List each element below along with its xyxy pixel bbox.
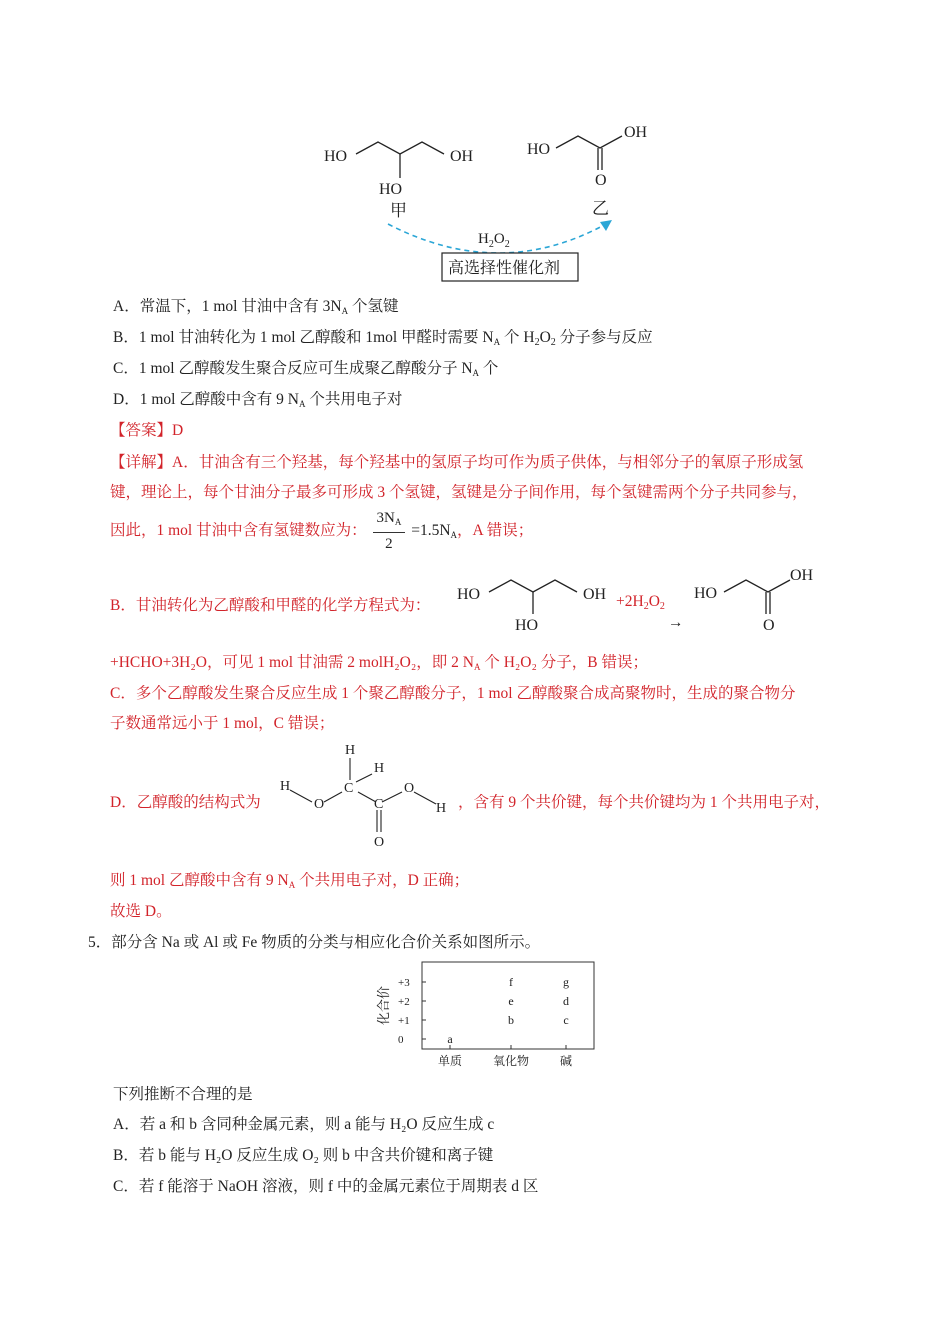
x-category-label: 单质 [437, 1054, 463, 1068]
glycolic-acid-structure-eq [692, 562, 832, 637]
fraction: $\frac{3N_A}{2}$ [373, 508, 406, 555]
glycolic-oh: OH [624, 124, 648, 141]
y-tick-label: +2 [398, 996, 410, 1008]
point-g: g [563, 975, 569, 989]
svg-text:O: O [763, 617, 775, 634]
explain-d-post: ，含有 9 个共价键，每个共价键均为 1 个共用电子对， [458, 794, 831, 811]
glycerol-oh-right: OH [450, 148, 474, 165]
svg-text:HO: HO [515, 617, 539, 634]
explain-b-pre: B．甘油转化为乙醇酸和甲醛的化学方程式为： [110, 597, 431, 614]
glycerol-structure-eq [455, 568, 615, 638]
glycolic-acid-structure [556, 136, 622, 170]
glycerol-to-glycolic-acid-figure [300, 110, 700, 290]
explain-d-pre: D．乙醇酸的结构式为 [110, 794, 261, 811]
glycolic-ho: HO [527, 141, 551, 158]
svg-text:O: O [314, 797, 325, 812]
explain-b-line-2: +HCHO+3H₂O，可见 1 mol 甘油需 2 molH₂O₂，即 2 $N_A$ 个 H₂O₂ 分子，B 错误； [110, 654, 648, 672]
q4-option-a: A．常温下，1 mol 甘油中含有 $3N_A$ 个氢键 [113, 298, 399, 316]
explain-d-line-2: 则 1 mol 乙醇酸中含有 9 $N_A$ 个共用电子对，D 正确； [110, 872, 470, 890]
explain-conclusion: 故选 D。 [110, 903, 172, 920]
svg-text:H: H [436, 801, 447, 816]
chart-ylabel: 化合价 [376, 985, 391, 1025]
point-a: a [447, 1032, 453, 1046]
y-tick-label: 0 [398, 1034, 404, 1046]
q4-option-b: B．1 mol 甘油转化为 1 mol 乙醇酸和 1mol 甲醛时需要 $N_A$ 个 $H_2O_2$ 分子参与反应 [113, 329, 653, 348]
svg-text:H: H [345, 743, 356, 758]
q4-option-d: D．1 mol 乙醇酸中含有 9 $N_A$ 个共用电子对 [113, 391, 403, 409]
svg-text:HO: HO [457, 586, 481, 603]
answer-label: 【答案】D [110, 422, 184, 439]
svg-text:C: C [374, 797, 384, 812]
svg-text:HO: HO [694, 585, 718, 602]
x-category-label: 氧化物 [492, 1054, 530, 1068]
q5-option-b: B．若 b 能与 H₂O 反应生成 O₂ 则 b 中含共价键和离子键 [113, 1147, 494, 1164]
q5-option-c: C．若 f 能溶于 NaOH 溶液，则 f 中的金属元素位于周期表 d 区 [113, 1178, 539, 1195]
svg-text:H: H [374, 761, 385, 776]
q5-option-a: A．若 a 和 b 含同种金属元素，则 a 能与 H₂O 反应生成 c [113, 1116, 495, 1133]
point-c: c [563, 1013, 569, 1027]
label-yi: 乙 [592, 199, 609, 218]
reaction-arrow-text: → [668, 614, 684, 631]
x-category-label: 碱 [559, 1054, 573, 1068]
svg-text:OH: OH [790, 567, 814, 584]
point-d: d [563, 994, 569, 1008]
explain-c-line-1: C．多个乙醇酸发生聚合反应生成 1 个聚乙醇酸分子，1 mol 乙醇酸聚合成高聚物时，生成的聚合物分 [110, 685, 796, 702]
glycerol-ho-bottom: HO [379, 181, 403, 198]
y-tick-label: +3 [398, 977, 410, 989]
reagent-h2o2: $H_2O_2$ [478, 231, 510, 250]
q5-stem: 5．部分含 Na 或 Al 或 Fe 物质的分类与相应化合价关系如图所示。 [88, 934, 541, 951]
y-tick-label: +1 [398, 1015, 410, 1027]
arrow-head-icon [600, 220, 612, 231]
explain-c-line-2: 子数通常远小于 1 mol，C 错误； [110, 715, 335, 732]
explain-line-3: 因此，1 mol 甘油中含有氢键数应为： $\frac{3N_A}{2}$ $=1.5N_A$，A 错误； [110, 507, 533, 559]
point-f: f [509, 975, 513, 989]
svg-text:O: O [404, 781, 415, 796]
q5-prompt: 下列推断不合理的是 [113, 1086, 253, 1103]
label-jia: 甲 [390, 201, 407, 220]
valence-chart [376, 955, 606, 1073]
explain-b-plus: $+2H_2O_2$ [616, 593, 665, 612]
glycerol-ho-left: HO [324, 148, 348, 165]
point-e: e [508, 994, 514, 1008]
svg-text:O: O [374, 835, 385, 850]
q4-option-c: C．1 mol 乙醇酸发生聚合反应可生成聚乙醇酸分子 $N_A$ 个 [113, 360, 499, 378]
svg-text:OH: OH [583, 586, 607, 603]
glycolic-o: O [595, 172, 607, 189]
svg-text:H: H [280, 779, 291, 794]
glycerol-structure [356, 142, 444, 178]
point-b: b [508, 1013, 514, 1027]
explain-line-1: 【详解】A．甘油含有三个羟基，每个羟基中的氢原子均可作为质子供体，与相邻分子的氧原子形成氢 [110, 454, 804, 471]
glycolic-acid-structural-formula [278, 740, 456, 850]
explain-line-2: 键，理论上，每个甘油分子最多可形成 3 个氢键，氢键是分子间作用，每个氢键需两个分子共同参与， [110, 484, 808, 501]
catalyst-label: 高选择性催化剂 [448, 260, 561, 277]
svg-text:C: C [344, 781, 354, 796]
